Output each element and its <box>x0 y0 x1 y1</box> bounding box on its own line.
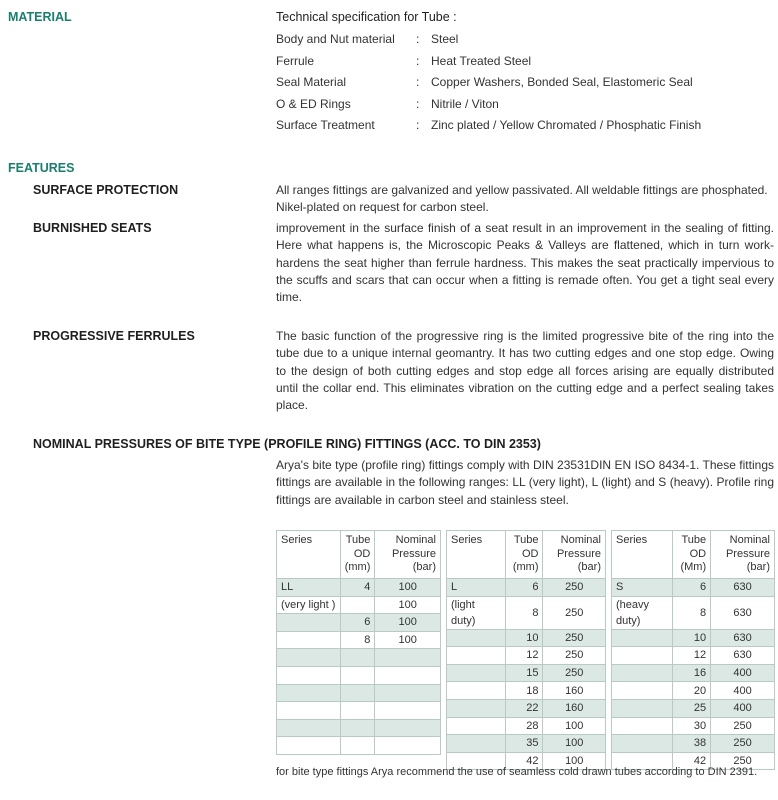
cell-pressure: 100 <box>375 631 441 649</box>
cell-pressure: 630 <box>711 647 775 665</box>
cell-pressure: 630 <box>711 579 775 597</box>
spec-colon: : <box>416 118 420 132</box>
table-row <box>277 579 441 597</box>
cell-pressure: 400 <box>711 664 775 682</box>
table-row <box>277 596 441 614</box>
cell-series <box>612 717 673 735</box>
cell-series <box>447 629 506 647</box>
header-tube-od: Tube OD (mm) <box>340 531 375 579</box>
spec-key: Surface Treatment <box>276 118 375 132</box>
cell-tube-od <box>340 702 375 720</box>
table-row <box>447 735 606 753</box>
spec-key: Ferrule <box>276 53 315 68</box>
table-row <box>277 614 441 632</box>
cell-tube-od: 6 <box>340 614 375 632</box>
spec-value: Nitrile / Viton <box>431 96 499 111</box>
table-header-row <box>277 531 441 579</box>
table-row <box>277 649 441 667</box>
cell-pressure: 250 <box>543 629 606 647</box>
header-nominal-pressure: Nominal Pressure (bar) <box>711 531 775 579</box>
cell-tube-od: 42 <box>505 752 543 770</box>
cell-tube-od: 8 <box>673 596 711 629</box>
table-row <box>447 682 606 700</box>
feature-text: The basic function of the progressive ring is the limited progressive bite of the ring into the tube due to a unique internal geomantry. It has two cutting edges and one stop edge. Owing to the design of both cutting edges and stop edge all forces arising are equally distributed until the collar end. This eliminates vibration on the cutting edge and a perfect sealing takes place. <box>276 329 774 413</box>
cell-series <box>277 719 341 737</box>
cell-tube-od: 4 <box>340 579 375 597</box>
table-row <box>612 735 775 753</box>
table-header-row <box>447 531 606 579</box>
table-row <box>447 664 606 682</box>
cell-pressure: 100 <box>375 579 441 597</box>
pressure-table-l <box>446 530 606 770</box>
cell-series <box>447 735 506 753</box>
cell-tube-od: 8 <box>505 596 543 629</box>
cell-pressure: 100 <box>375 596 441 614</box>
table-row <box>277 702 441 720</box>
cell-series <box>277 666 341 684</box>
cell-pressure: 630 <box>711 629 775 647</box>
cell-tube-od: 25 <box>673 699 711 717</box>
cell-pressure <box>375 737 441 755</box>
cell-tube-od: 12 <box>505 647 543 665</box>
cell-series <box>277 737 341 755</box>
cell-series: L <box>447 579 506 597</box>
header-tube-od: Tube OD (mm) <box>505 531 543 579</box>
cell-tube-od <box>340 649 375 667</box>
cell-tube-od: 18 <box>505 682 543 700</box>
table-row <box>447 699 606 717</box>
cell-pressure: 250 <box>543 596 606 629</box>
cell-pressure: 250 <box>543 664 606 682</box>
table-row <box>447 579 606 597</box>
cell-series <box>447 717 506 735</box>
cell-tube-od: 10 <box>505 629 543 647</box>
cell-tube-od: 10 <box>673 629 711 647</box>
cell-series <box>277 614 341 632</box>
cell-series: LL <box>277 579 341 597</box>
table-row <box>612 682 775 700</box>
header-nominal-pressure: Nominal Pressure (bar) <box>543 531 606 579</box>
cell-tube-od: 8 <box>340 631 375 649</box>
cell-tube-od: 6 <box>673 579 711 597</box>
cell-series: (heavy duty) <box>612 596 673 629</box>
table-row <box>612 717 775 735</box>
feature-text: improvement in the surface finish of a seat result in an improvement in the sealing of fitting. Here what happens is, the Microscopic Peaks & Valleys are flattened, which in turn work-hardens the seat higher than ferrule hardness. This makes the seat practically impervious to the scuffs and scars that can occur when a fitting is remade often. You get a tight seal every time. <box>276 221 774 305</box>
header-tube-od: Tube OD (Mm) <box>673 531 711 579</box>
spec-title: Technical specification for Tube : <box>276 10 457 24</box>
cell-series: (light duty) <box>447 596 506 629</box>
cell-series <box>447 682 506 700</box>
cell-tube-od: 15 <box>505 664 543 682</box>
cell-series <box>277 684 341 702</box>
cell-series <box>447 647 506 665</box>
header-nominal-pressure: Nominal Pressure (bar) <box>375 531 441 579</box>
cell-tube-od <box>340 684 375 702</box>
spec-colon: : <box>416 75 420 89</box>
cell-series <box>612 735 673 753</box>
cell-series <box>612 664 673 682</box>
cell-pressure <box>375 719 441 737</box>
cell-series: (very light ) <box>277 596 341 614</box>
spec-key: O & ED Rings <box>276 96 351 111</box>
cell-pressure: 100 <box>543 752 606 770</box>
cell-tube-od: 12 <box>673 647 711 665</box>
spec-value: Zinc plated / Yellow Chromated / Phosphatic Finish <box>431 118 702 132</box>
table-row <box>277 666 441 684</box>
cell-series <box>612 647 673 665</box>
cell-tube-od <box>340 596 375 614</box>
cell-tube-od: 35 <box>505 735 543 753</box>
cell-pressure: 160 <box>543 682 606 700</box>
material-heading: MATERIAL <box>8 10 72 24</box>
cell-pressure <box>375 649 441 667</box>
cell-pressure: 250 <box>543 579 606 597</box>
cell-pressure: 100 <box>543 735 606 753</box>
spec-colon: : <box>416 32 420 46</box>
cell-series <box>447 664 506 682</box>
cell-series <box>612 629 673 647</box>
cell-tube-od: 28 <box>505 717 543 735</box>
pressures-intro: Arya's bite type (profile ring) fittings comply with DIN 23531DIN EN ISO 8434-1. These fittings fittings are available in the following ranges: LL (very light), L (light) and S (heavy). Profile ring fittings are available in carbon steel and stainless steel. <box>276 458 774 507</box>
table-row <box>447 717 606 735</box>
cell-pressure: 250 <box>711 717 775 735</box>
spec-value: Copper Washers, Bonded Seal, Elastomeric Seal <box>431 75 693 89</box>
feature-title: PROGRESSIVE FERRULES <box>33 329 195 343</box>
header-series: Series <box>447 531 506 579</box>
cell-tube-od: 6 <box>505 579 543 597</box>
table-row <box>447 596 606 629</box>
cell-series <box>277 702 341 720</box>
cell-pressure: 160 <box>543 699 606 717</box>
spec-colon: : <box>416 53 420 68</box>
spec-key: Seal Material <box>276 75 347 89</box>
feature-title: SURFACE PROTECTION <box>33 183 179 197</box>
table-row <box>612 664 775 682</box>
table-row <box>612 579 775 597</box>
cell-pressure: 250 <box>543 647 606 665</box>
spec-value: Heat Treated Steel <box>431 53 532 68</box>
cell-series <box>612 699 673 717</box>
cell-series <box>447 699 506 717</box>
features-heading: FEATURES <box>8 161 75 175</box>
table-row <box>447 629 606 647</box>
table-row <box>612 647 775 665</box>
cell-pressure: 250 <box>711 735 775 753</box>
cell-pressure: 400 <box>711 699 775 717</box>
cell-pressure: 100 <box>375 614 441 632</box>
table-row <box>447 647 606 665</box>
cell-series <box>277 631 341 649</box>
table-row <box>277 737 441 755</box>
feature-title: BURNISHED SEATS <box>33 221 152 235</box>
cell-pressure <box>375 702 441 720</box>
cell-series <box>277 649 341 667</box>
table-header-row <box>612 531 775 579</box>
pressure-table-s <box>611 530 775 770</box>
cell-tube-od: 22 <box>505 699 543 717</box>
cell-tube-od: 20 <box>673 682 711 700</box>
spec-value: Steel <box>431 32 459 46</box>
pressures-heading: NOMINAL PRESSURES OF BITE TYPE (PROFILE RING) FITTINGS (ACC. TO DIN 2353) <box>33 437 541 451</box>
cell-tube-od: 16 <box>673 664 711 682</box>
cell-tube-od: 30 <box>673 717 711 735</box>
cell-pressure <box>375 666 441 684</box>
table-row <box>277 719 441 737</box>
cell-series: S <box>612 579 673 597</box>
table-row <box>277 631 441 649</box>
cell-pressure <box>375 684 441 702</box>
table-row <box>612 629 775 647</box>
table-row <box>612 699 775 717</box>
pressure-table-ll <box>276 530 441 755</box>
spec-colon: : <box>416 96 420 111</box>
cell-tube-od <box>340 666 375 684</box>
feature-text: All ranges fittings are galvanized and yellow passivated. All weldable fittings are phosphated. Nikel-plated on request for carbon steel. <box>276 183 768 215</box>
table-row <box>277 684 441 702</box>
spec-key: Body and Nut material <box>276 32 395 46</box>
header-series: Series <box>612 531 673 579</box>
cell-tube-od: 42 <box>673 752 711 770</box>
cell-tube-od <box>340 719 375 737</box>
pressures-footnote: for bite type fittings Arya recommend the use of seamless cold drawn tubes according to DIN 2391. <box>276 766 758 778</box>
cell-pressure: 630 <box>711 596 775 629</box>
cell-pressure: 100 <box>543 717 606 735</box>
cell-pressure: 400 <box>711 682 775 700</box>
table-row <box>612 596 775 629</box>
header-series: Series <box>277 531 341 579</box>
cell-series <box>612 682 673 700</box>
cell-tube-od: 38 <box>673 735 711 753</box>
cell-tube-od <box>340 737 375 755</box>
cell-pressure: 250 <box>711 752 775 770</box>
